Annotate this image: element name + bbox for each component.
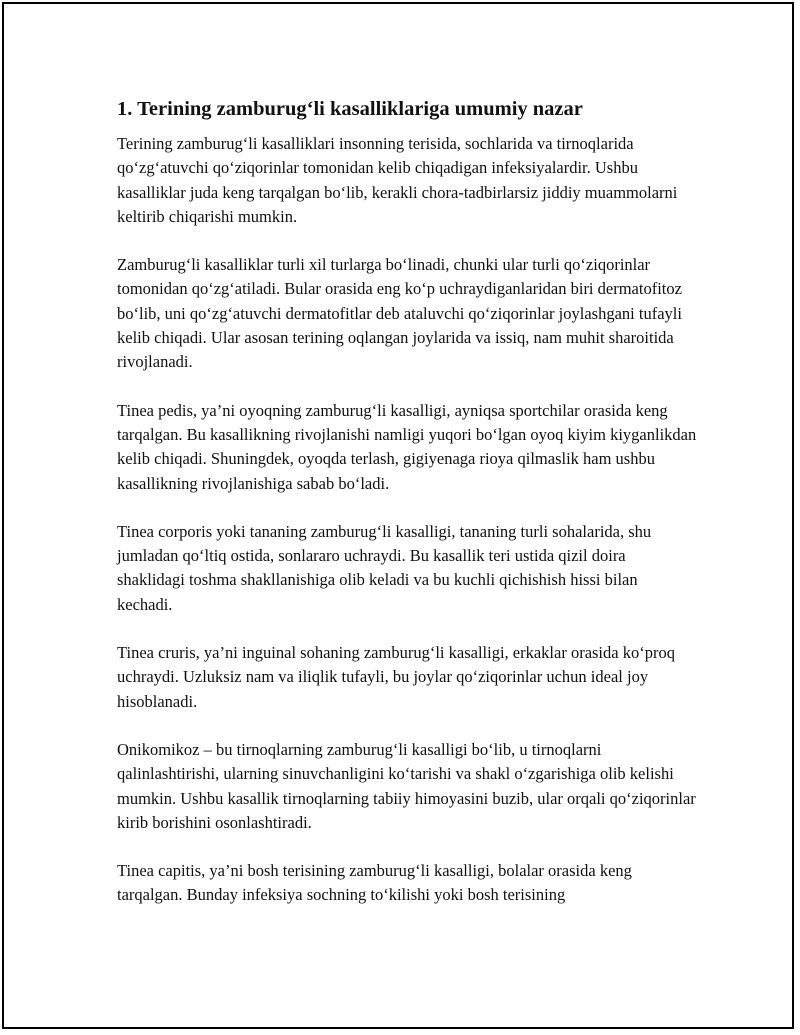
paragraph-intro: Terining zamburug‘li kasalliklari insonning terisida, sochlarida va tirnoqlarida qo‘zg‘atuvchi qo‘ziqorinlar tomonidan kelib chiqadigan infeksiyalardir. Ushbu kasalliklar juda keng tarqalgan bo‘lib, kerakli chora-tadbirlarsiz jiddiy muammolarni keltirib chiqarishi mumkin. xyxy=(117,134,678,226)
paragraph-tinea-pedis: Tinea pedis, ya’ni oyoqning zamburug‘li kasalligi, ayniqsa sportchilar orasida keng tarqalgan. Bu kasallikning rivojlanishi namligi yuqori bo‘lgan oyoq kiyim kiyganlikdan kelib chiqadi. Shuningdek, oyoqda terlash, gigiyenaga rioya qilmaslik ham ushbu kasallikning rivojlanishiga sabab bo‘ladi. xyxy=(117,400,697,493)
paragraph-tinea-capitis: Tinea capitis, ya’ni bosh terisining zamburug‘li kasalligi, bolalar orasida keng tarqalgan. Bunday infeksiya sochning to‘kilishi yoki bosh terisining xyxy=(117,861,632,905)
paragraph-tinea-corporis: Tinea corporis yoki tananing zamburug‘li kasalligi, tananing turli sohalarida, shu jumladan qo‘ltiq ostida, sonlararo uchraydi. Bu kasallik teri ustida qizil doira shaklidagi toshma shakllanishiga olib keladi va bu kuchli qichishish hissi bilan kechadi. xyxy=(117,521,652,614)
paragraph-types: Zamburug‘li kasalliklar turli xil turlarga bo‘linadi, chunki ular turli qo‘ziqorinlar tomonidan qo‘zg‘atiladi. Bular orasida eng ko‘p uchraydiganlaridan biri dermatofitoz bo‘lib, uni qo‘zg‘atuvchi dermatofitlar deb ataluvchi qo‘ziqorinlar joylashgani tufayli kelib chiqadi. Ular asosan terining oqlangan joylarida va issiq, nam muhit sharoitida rivojlanadi. xyxy=(117,255,682,372)
document-body xyxy=(117,96,697,932)
paragraph-onychomycosis: Onikomikoz – bu tirnoqlarning zamburug‘li kasalligi bo‘lib, u tirnoqlarni qalinlashtirishi, ularning sinuvchanligini ko‘tarishi va shakl o‘zgarishiga olib kelishi mumkin. Ushbu kasallik tirnoqlarning tabiiy himoyasini buzib, ular orqali qo‘ziqorinlar kirib borishini osonlashtiradi. xyxy=(117,739,696,832)
paragraph-tinea-cruris: Tinea cruris, ya’ni inguinal sohaning zamburug‘li kasalligi, erkaklar orasida ko‘proq uchraydi. Uzluksiz nam va iliqlik tufayli, bu joylar qo‘ziqorinlar uchun ideal joy hisoblanadi. xyxy=(117,643,675,711)
section-title: 1. Terining zamburug‘li kasalliklariga umumiy nazar xyxy=(117,98,583,120)
